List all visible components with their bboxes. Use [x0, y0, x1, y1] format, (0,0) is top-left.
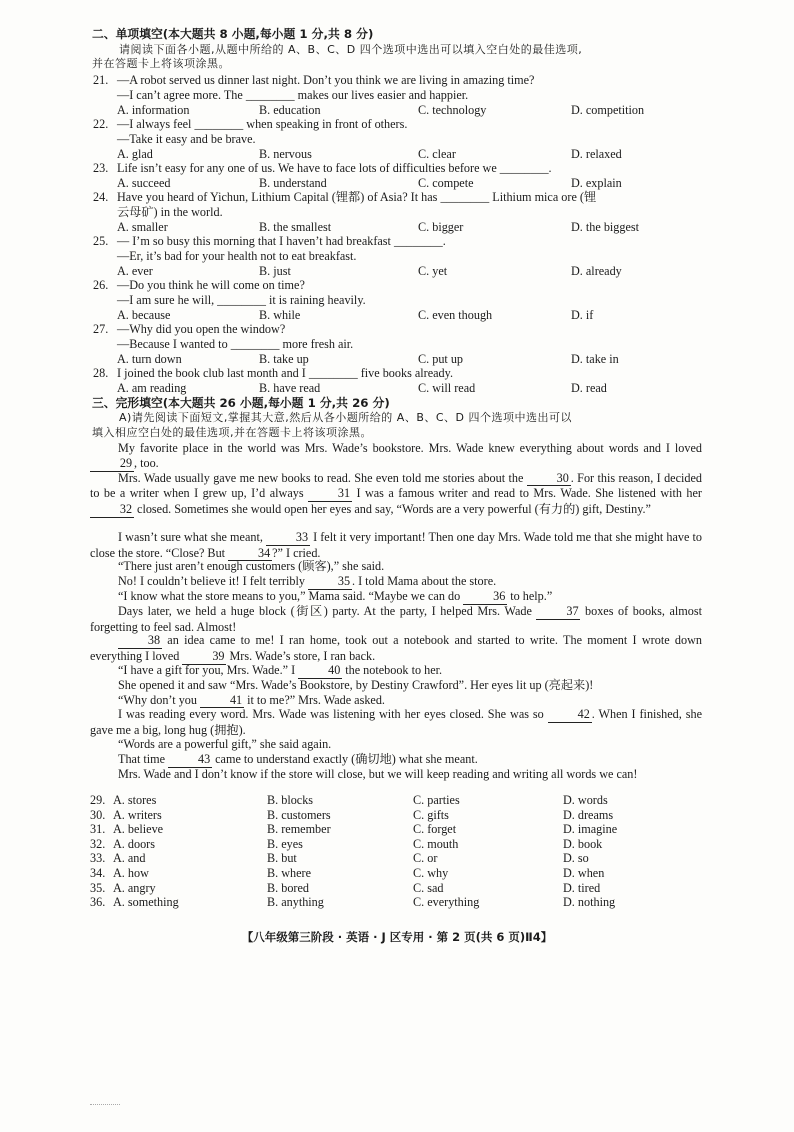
- option-c[interactable]: C. or: [413, 851, 438, 866]
- cloze-blank: 29: [90, 456, 134, 472]
- option-a[interactable]: A. am reading: [117, 381, 187, 395]
- option-b[interactable]: B. remember: [267, 822, 331, 837]
- cloze-blank: 41: [200, 693, 244, 709]
- option-d[interactable]: D. words: [563, 793, 608, 807]
- option-a[interactable]: A. glad: [117, 147, 153, 161]
- section2-instruction: 请阅读下面各小题,从题中所给的 A、B、C、D 四个选项中选出可以填入空白处的最佳选项,: [119, 43, 583, 56]
- cloze-blank: 37: [536, 604, 580, 620]
- option-a[interactable]: A. succeed: [117, 176, 171, 190]
- option-a[interactable]: A. writers: [113, 807, 162, 822]
- option-b[interactable]: B. just: [259, 264, 291, 278]
- passage-paragraph: Days later, we held a huge block (街区) party. At the party, I helped Mrs. Wade 37 boxes of books, almost forgetting to feel sad. Almost!: [90, 603, 703, 634]
- option-d[interactable]: D. if: [571, 308, 594, 322]
- passage-paragraph: I wasn’t sure what she meant, 33 I felt it very important! Then one day Mrs. Wade told me that she might have to close the store. “Close? But 34 ?” I cried.: [90, 529, 702, 560]
- passage-paragraph: “There just aren’t enough customers (顾客),” she said.: [118, 559, 385, 574]
- question-number: 34.: [90, 866, 106, 880]
- passage-paragraph: Mrs. Wade and I don’t know if the store will close, but we will keep reading and writing all words we can!: [118, 766, 638, 781]
- passage-paragraph: “I know what the store means to you,” Mama said. “Maybe we can do 36 to help.”: [118, 589, 553, 603]
- section3-instruction-cont: 填入相应空白处的最佳选项,并在答题卡上将该项涂黑。: [92, 426, 372, 439]
- option-b[interactable]: B. blocks: [267, 793, 314, 807]
- option-b[interactable]: B. nervous: [259, 147, 312, 161]
- option-d[interactable]: D. the biggest: [571, 220, 640, 234]
- passage-paragraph: That time 43 came to understand exactly (确切地) what she meant.: [118, 751, 478, 766]
- question-number: 26.: [93, 278, 109, 292]
- cloze-blank: 40: [298, 663, 342, 679]
- option-a[interactable]: A. smaller: [117, 220, 168, 234]
- section3-heading: 三、完形填空(本大题共 26 小题,每小题 1 分,共 26 分): [92, 396, 390, 410]
- question-number: 28.: [93, 366, 109, 380]
- question-number: 25.: [93, 234, 109, 248]
- option-d[interactable]: D. so: [563, 851, 589, 866]
- option-a[interactable]: A. stores: [113, 793, 157, 807]
- passage-paragraph: “Words are a powerful gift,” she said again.: [118, 737, 332, 751]
- question-number: 36.: [90, 895, 106, 910]
- option-c[interactable]: C. even though: [418, 308, 493, 322]
- option-a[interactable]: A. ever: [117, 264, 153, 278]
- option-d[interactable]: D. take in: [571, 352, 619, 366]
- option-c[interactable]: C. yet: [418, 264, 448, 278]
- option-d[interactable]: D. tired: [563, 880, 601, 895]
- cloze-blank: 39: [182, 649, 226, 665]
- option-b[interactable]: B. have read: [259, 381, 321, 395]
- section3-instruction: A)请先阅读下面短文,掌握其大意,然后从各小题所给的 A、B、C、D 四个选项中选出可以: [119, 411, 573, 424]
- option-d[interactable]: D. nothing: [563, 895, 616, 910]
- cloze-blank: 32: [90, 502, 134, 518]
- option-c[interactable]: C. why: [413, 866, 449, 880]
- question-number: 29.: [90, 793, 106, 807]
- cloze-blank: 31: [308, 486, 352, 502]
- option-b[interactable]: B. bored: [267, 880, 309, 895]
- section2-heading: 二、单项填空(本大题共 8 小题,每小题 1 分,共 8 分): [92, 27, 374, 41]
- option-a[interactable]: A. how: [113, 866, 149, 880]
- option-c[interactable]: C. bigger: [418, 220, 464, 234]
- cloze-blank: 30: [527, 471, 571, 487]
- question-number: 32.: [90, 836, 106, 851]
- section2-instruction-cont: 并在答题卡上将该项涂黑。: [92, 57, 230, 70]
- option-b[interactable]: B. take up: [259, 352, 309, 366]
- cloze-blank: 43: [168, 752, 212, 768]
- option-b[interactable]: B. understand: [259, 176, 327, 190]
- cloze-blank: 42: [548, 707, 592, 723]
- option-a[interactable]: A. information: [117, 103, 190, 117]
- passage-paragraph: My favorite place in the world was Mrs. Wade’s bookstore. Mrs. Wade knew everything about words and I loved 29 , too.: [90, 441, 702, 472]
- option-b[interactable]: B. customers: [267, 807, 331, 822]
- scan-mark: [90, 1092, 120, 1105]
- option-c[interactable]: C. clear: [418, 147, 456, 161]
- option-a[interactable]: A. because: [117, 308, 171, 322]
- option-b[interactable]: B. the smallest: [259, 220, 332, 234]
- option-d[interactable]: D. book: [563, 836, 603, 851]
- question-number: 33.: [90, 851, 106, 866]
- option-d[interactable]: D. relaxed: [571, 147, 622, 161]
- cloze-blank: 36: [463, 589, 507, 605]
- option-b[interactable]: B. where: [267, 866, 311, 880]
- question-number: 24.: [93, 190, 109, 204]
- option-d[interactable]: D. when: [563, 866, 605, 880]
- passage-paragraph: She opened it and saw “Mrs. Wade’s Bookstore, by Destiny Crawford”. Her eyes lit up (亮起来)!: [118, 677, 594, 692]
- option-b[interactable]: B. while: [259, 308, 301, 322]
- option-c[interactable]: C. gifts: [413, 807, 449, 822]
- question-number: 31.: [90, 822, 106, 837]
- option-c[interactable]: C. parties: [413, 793, 460, 807]
- option-c[interactable]: C. everything: [413, 895, 480, 910]
- option-b[interactable]: B. anything: [267, 895, 324, 910]
- page-footer: 【八年级第三阶段 · 英语 · J 区专用 · 第 2 页(共 6 页)Ⅱ4】: [241, 930, 553, 944]
- question-number: 30.: [90, 807, 106, 822]
- option-a[interactable]: A. angry: [113, 880, 156, 895]
- question-number: 23.: [93, 161, 109, 175]
- passage-paragraph: “I have a gift for you, Mrs. Wade.” I 40 the notebook to her.: [118, 663, 443, 677]
- option-a[interactable]: A. and: [113, 851, 146, 866]
- option-a[interactable]: A. turn down: [117, 352, 182, 366]
- option-c[interactable]: C. sad: [413, 880, 444, 895]
- option-d[interactable]: D. imagine: [563, 822, 618, 837]
- passage-paragraph: 38 an idea came to me! I ran home, took out a notebook and started to write. The moment I wrote down everything I loved 39 Mrs. Wade’s store, I ran back.: [90, 633, 702, 664]
- question-number: 35.: [90, 880, 106, 895]
- exam-page: 二、单项填空(本大题共 8 小题,每小题 1 分,共 8 分) 请阅读下面各小题,从题中所给的 A、B、C、D 四个选项中选出可以填入空白处的最佳选项, 并在答题卡上将该项涂黑。 21. —A robot served us dinner last night. Don’t you think we are living in amazing time? —I can’t agree more. The ________ makes our lives easier and happier. A. information B. education C. technology D. competition 22. —I always feel ________ when speaking in front of others. —Take it easy and be brave. A. glad B. nervous C. clear D. relaxed 23. Life isn’t easy for any one of us. We have to face lots of difficulties before we ________. A. succeed B. understand C. compete D. explain 24. Have you heard of Yichun, Lithium Capital (锂都) of Asia? It has ________ Lithium mica ore (锂 云母矿) in the world. A. smaller B. the smallest C. bigger D. the biggest 25. — I’m so busy this morning that I haven’t had breakfast ________. —Er, it’s bad for your health not to eat breakfast. A. ever B. just C. yet D. already 26. —Do you think he will come on time? —I am sure he will, ________ it is raining heavily. A. because B. while C. even though D. if 27. —Why did you open the window? —Because I wanted to ________ more fresh air. A. turn down B. take up C. put up D. take in 28. I joined the book club last month and I ________ five books already. A. am reading B. have read C. will read D. read 三、完形填空(本大题共 26 小题,每小题 1 分,共 26 分) A)请先阅读下面短文,掌握其大意,然后从各小题所给的 A、B、C、D 四个选项中选出可以 填入相应空白处的最佳选项,并在答题卡上将该项涂黑。 My favorite place in the world was Mrs. Wade’s bookstore. Mrs. Wade knew everything about words and I loved 29 , too. Mrs. Wade usually gave me new books to read. She even told me stories about the 30 . For this reason, I decided to be a writer when I grew up, I’d always 31 I was a famous writer and read to Mrs. Wade. She listened with her 32 closed. Sometimes she would open her eyes and say, “Words are a very powerful (有力的) gift, Destiny.” I wasn’t sure what she meant, 33 I felt it very important! Then one day Mrs. Wade told me that she might have to close the store. “Close? But 34 ?” I cried. “There just aren’t enough customers (顾客),” she said. No! I couldn’t believe it! I felt terribly 35 . I told Mama about the store. “I know what the store means to you,” Mama said. “Maybe we can do 36 to help.” Days later, we held a huge block (街区) party. At the party, I helped Mrs. Wade 37 boxes of books, almost forgetting to feel sad. Almost! 38 an idea came to me! I ran home, took out a notebook and started to write. The moment I wrote down everything I loved 39 Mrs. Wade’s store, I ran back. “I have a gift for you, Mrs. Wade.” I 40 the notebook to her. She opened it and saw “Mrs. Wade’s Bookstore, by Destiny Crawford”. Her eyes lit up (亮起来)! “Why don’t you 41 it to me?” Mrs. Wade asked. I was reading every word. Mrs. Wade was listening with her eyes closed. She was so 42 . When I finished, she gave me a big, long hug (拥抱). “Words are a powerful gift,” she said again. That time 43 came to understand exactly (确切地) what she meant. Mrs. Wade and I don’t know if the store will close, but we will keep reading and writing all words we can! 29. A. stores B. blocks C. parties D. words 30. A. writers B. customers C. gifts D. dreams 31. A. believe B. remember C. forget D. imagine 32. A. doors B. eyes C. mouth D. book 33. A. and B. but C. or D. so 34. A. how B. where C. why D. when 35. A. angry B. bored C. sad D. tired 36. A. something B. anything C. everything D. nothing 【八年级第三阶段 · 英语 · J 区专用 · 第 2 页(共 6 页)Ⅱ4】: [0, 0, 794, 1132]
- option-b[interactable]: B. but: [267, 851, 297, 866]
- passage-paragraph: “Why don’t you 41 it to me?” Mrs. Wade asked.: [118, 692, 385, 707]
- option-d[interactable]: D. read: [571, 381, 607, 395]
- cloze-blank: 35: [308, 574, 352, 590]
- passage-paragraph: No! I couldn’t believe it! I felt terribly 35 . I told Mama about the store.: [118, 574, 497, 589]
- passage-paragraph: I was reading every word. Mrs. Wade was listening with her eyes closed. She was so 42 . When I finished, she gave me a big, long hug (拥抱).: [90, 707, 702, 738]
- option-b[interactable]: B. education: [259, 103, 321, 117]
- cloze-blank: 33: [266, 530, 310, 546]
- option-c[interactable]: C. technology: [418, 103, 487, 117]
- question-number: 27.: [93, 322, 109, 336]
- option-a[interactable]: A. something: [113, 895, 179, 910]
- option-d[interactable]: D. competition: [571, 103, 645, 117]
- cloze-blank: 34: [228, 546, 272, 562]
- option-a[interactable]: A. doors: [113, 836, 155, 851]
- option-b[interactable]: B. eyes: [267, 836, 303, 851]
- option-c[interactable]: C. compete: [418, 176, 474, 190]
- question-number: 22.: [93, 117, 109, 131]
- option-a[interactable]: A. believe: [113, 822, 164, 837]
- option-c[interactable]: C. put up: [418, 352, 464, 366]
- option-d[interactable]: D. explain: [571, 176, 622, 190]
- option-d[interactable]: D. already: [571, 264, 622, 278]
- question-number: 21.: [93, 73, 109, 87]
- option-d[interactable]: D. dreams: [563, 807, 614, 822]
- option-c[interactable]: C. forget: [413, 822, 457, 837]
- passage-paragraph: Mrs. Wade usually gave me new books to read. She even told me stories about the 30 . For this reason, I decided to be a writer when I grew up, I’d always 31 I was a famous writer and read to Mrs. Wade. She listened with her 32 closed. Sometimes she would open her eyes and say, “Words are a very powerful (有力的) gift, Destiny.”: [90, 470, 702, 517]
- cloze-blank: 38: [118, 633, 162, 649]
- option-c[interactable]: C. will read: [418, 381, 476, 395]
- option-c[interactable]: C. mouth: [413, 836, 459, 851]
